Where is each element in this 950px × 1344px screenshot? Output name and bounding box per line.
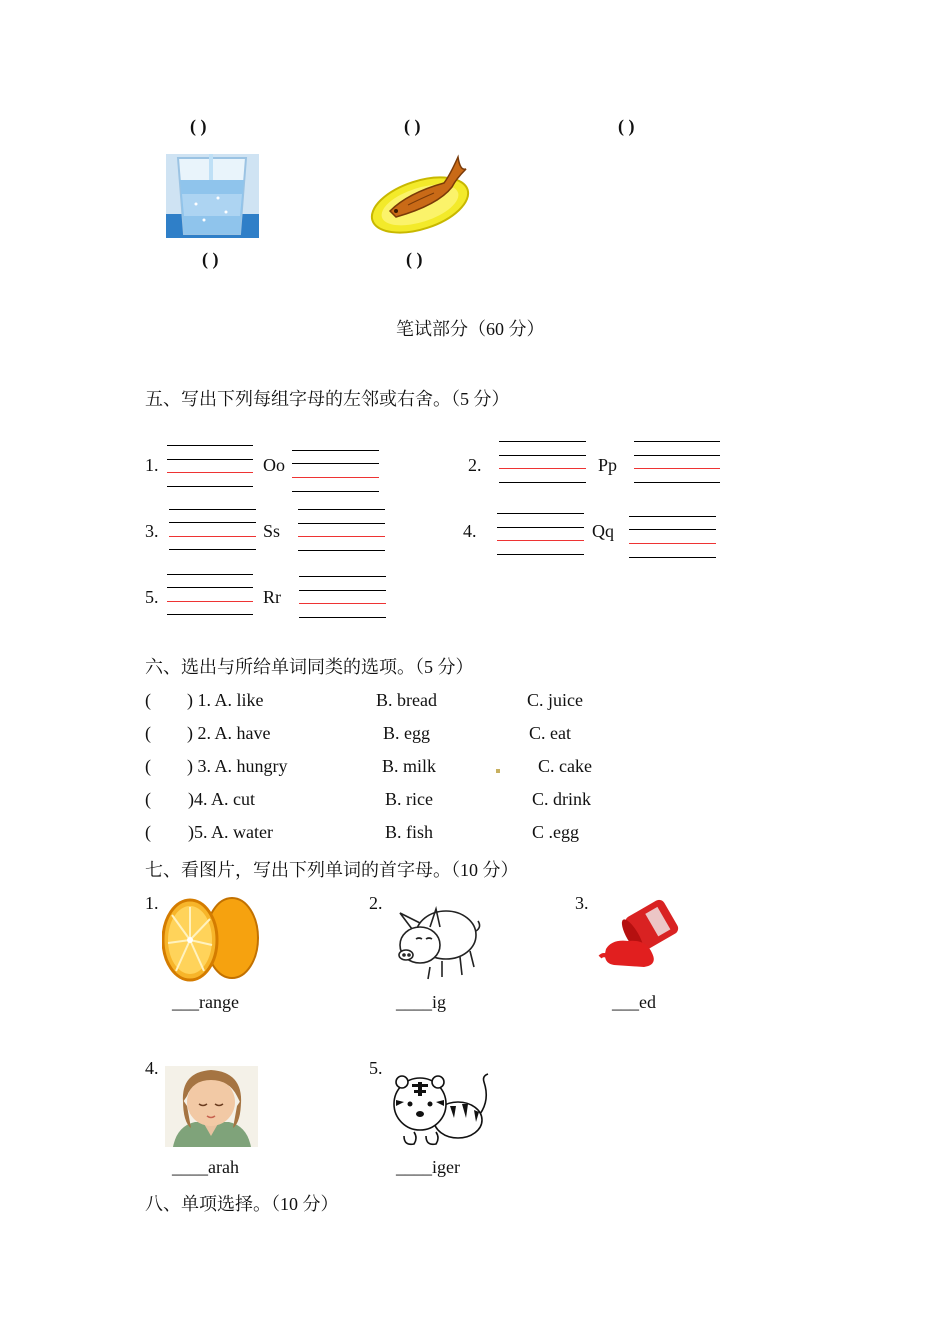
writing-line[interactable] <box>499 482 586 483</box>
word-blank[interactable]: ___range <box>172 992 239 1012</box>
writing-line[interactable] <box>299 617 386 618</box>
question-option-a: ) 2. A. have <box>187 723 271 743</box>
writing-line <box>292 450 379 451</box>
red-paint-icon <box>598 895 686 969</box>
letter-item-number: 3. <box>145 521 159 541</box>
letter-pair: Pp <box>598 455 618 475</box>
answer-paren-top-3[interactable]: ( ) <box>618 116 635 136</box>
option-b: B. egg <box>383 723 430 743</box>
answer-paren[interactable]: ( <box>145 789 151 809</box>
writing-line <box>167 459 253 460</box>
picture-item-number: 2. <box>369 893 383 913</box>
question-option-a: ) 3. A. hungry <box>187 756 288 776</box>
answer-paren-bottom-2[interactable]: ( ) <box>406 249 423 269</box>
writing-line <box>167 587 253 588</box>
option-c: C. juice <box>527 690 583 710</box>
section5-heading: 五、写出下列每组字母的左邻或右舍。（5 分） <box>145 389 510 409</box>
writing-line[interactable] <box>497 554 584 555</box>
writing-line-red <box>292 477 379 478</box>
question-option-a: )4. A. cut <box>188 789 255 809</box>
writing-line <box>169 509 256 510</box>
option-c: C. drink <box>532 789 592 809</box>
option-b: B. rice <box>385 789 433 809</box>
writing-line <box>634 441 720 442</box>
writing-line <box>499 455 586 456</box>
option-b: B. fish <box>385 822 434 842</box>
writing-line <box>629 516 716 517</box>
writing-line-red <box>167 601 253 602</box>
picture-item-number: 1. <box>145 893 159 913</box>
glass-of-water-icon <box>166 154 259 238</box>
writing-line <box>497 527 584 528</box>
letter-pair: Ss <box>263 521 281 541</box>
writing-line-red <box>299 603 386 604</box>
writing-line <box>167 574 253 575</box>
answer-paren[interactable]: ( <box>145 822 151 842</box>
picture-item-number: 4. <box>145 1058 159 1078</box>
written-part-title: 笔试部分（60 分） <box>396 319 545 339</box>
writing-line <box>629 529 716 530</box>
writing-line[interactable] <box>298 550 385 551</box>
girl-portrait-icon <box>165 1066 258 1147</box>
section6-heading: 六、选出与所给单词同类的选项。（5 分） <box>145 657 474 677</box>
letter-pair: Qq <box>592 521 614 541</box>
writing-line-red <box>169 536 256 537</box>
option-c: C .egg <box>532 822 579 842</box>
answer-paren[interactable]: ( <box>145 756 151 776</box>
word-blank[interactable]: ____arah <box>172 1157 239 1177</box>
option-c: C. cake <box>538 756 592 776</box>
writing-line[interactable] <box>634 482 720 483</box>
word-blank[interactable]: ____ig <box>396 992 447 1012</box>
writing-line <box>169 522 256 523</box>
answer-paren-top-2[interactable]: ( ) <box>404 116 421 136</box>
word-blank[interactable]: ___ed <box>612 992 656 1012</box>
letter-pair: Oo <box>263 455 285 475</box>
letter-item-number: 2. <box>468 455 482 475</box>
orange-icon <box>162 895 259 982</box>
option-c: C. eat <box>529 723 571 743</box>
writing-line-red <box>497 540 584 541</box>
section8-heading: 八、单项选择。（10 分） <box>145 1194 339 1214</box>
picture-item-number: 3. <box>575 893 589 913</box>
answer-paren-top-1[interactable]: ( ) <box>190 116 207 136</box>
writing-line[interactable] <box>169 549 256 550</box>
answer-paren[interactable]: ( <box>145 690 151 710</box>
writing-line-red <box>298 536 385 537</box>
letter-item-number: 5. <box>145 587 159 607</box>
pig-icon <box>390 895 482 981</box>
writing-line[interactable] <box>292 491 379 492</box>
writing-line-red <box>167 472 253 473</box>
fish-on-plate-icon <box>368 153 474 235</box>
writing-line[interactable] <box>629 557 716 558</box>
writing-line <box>299 590 386 591</box>
answer-paren-bottom-1[interactable]: ( ) <box>202 249 219 269</box>
option-b: B. milk <box>382 756 437 776</box>
letter-item-number: 4. <box>463 521 477 541</box>
tiger-icon <box>384 1070 492 1148</box>
writing-line[interactable] <box>167 486 253 487</box>
writing-line <box>298 509 385 510</box>
stray-dot <box>496 769 500 773</box>
writing-line-red <box>499 468 586 469</box>
writing-line <box>292 463 379 464</box>
letter-pair: Rr <box>263 587 281 607</box>
writing-line-red <box>634 468 720 469</box>
letter-item-number: 1. <box>145 455 159 475</box>
option-b: B. bread <box>376 690 437 710</box>
question-option-a: ) 1. A. like <box>187 690 264 710</box>
writing-line <box>298 523 385 524</box>
writing-line <box>634 455 720 456</box>
writing-line <box>497 513 584 514</box>
question-option-a: )5. A. water <box>188 822 273 842</box>
writing-line <box>499 441 586 442</box>
section7-heading: 七、看图片，写出下列单词的首字母。（10 分） <box>145 860 519 880</box>
picture-item-number: 5. <box>369 1058 383 1078</box>
writing-line[interactable] <box>167 614 253 615</box>
writing-line <box>167 445 253 446</box>
writing-line-red <box>629 543 716 544</box>
writing-line <box>299 576 386 577</box>
word-blank[interactable]: ____iger <box>396 1157 460 1177</box>
answer-paren[interactable]: ( <box>145 723 151 743</box>
